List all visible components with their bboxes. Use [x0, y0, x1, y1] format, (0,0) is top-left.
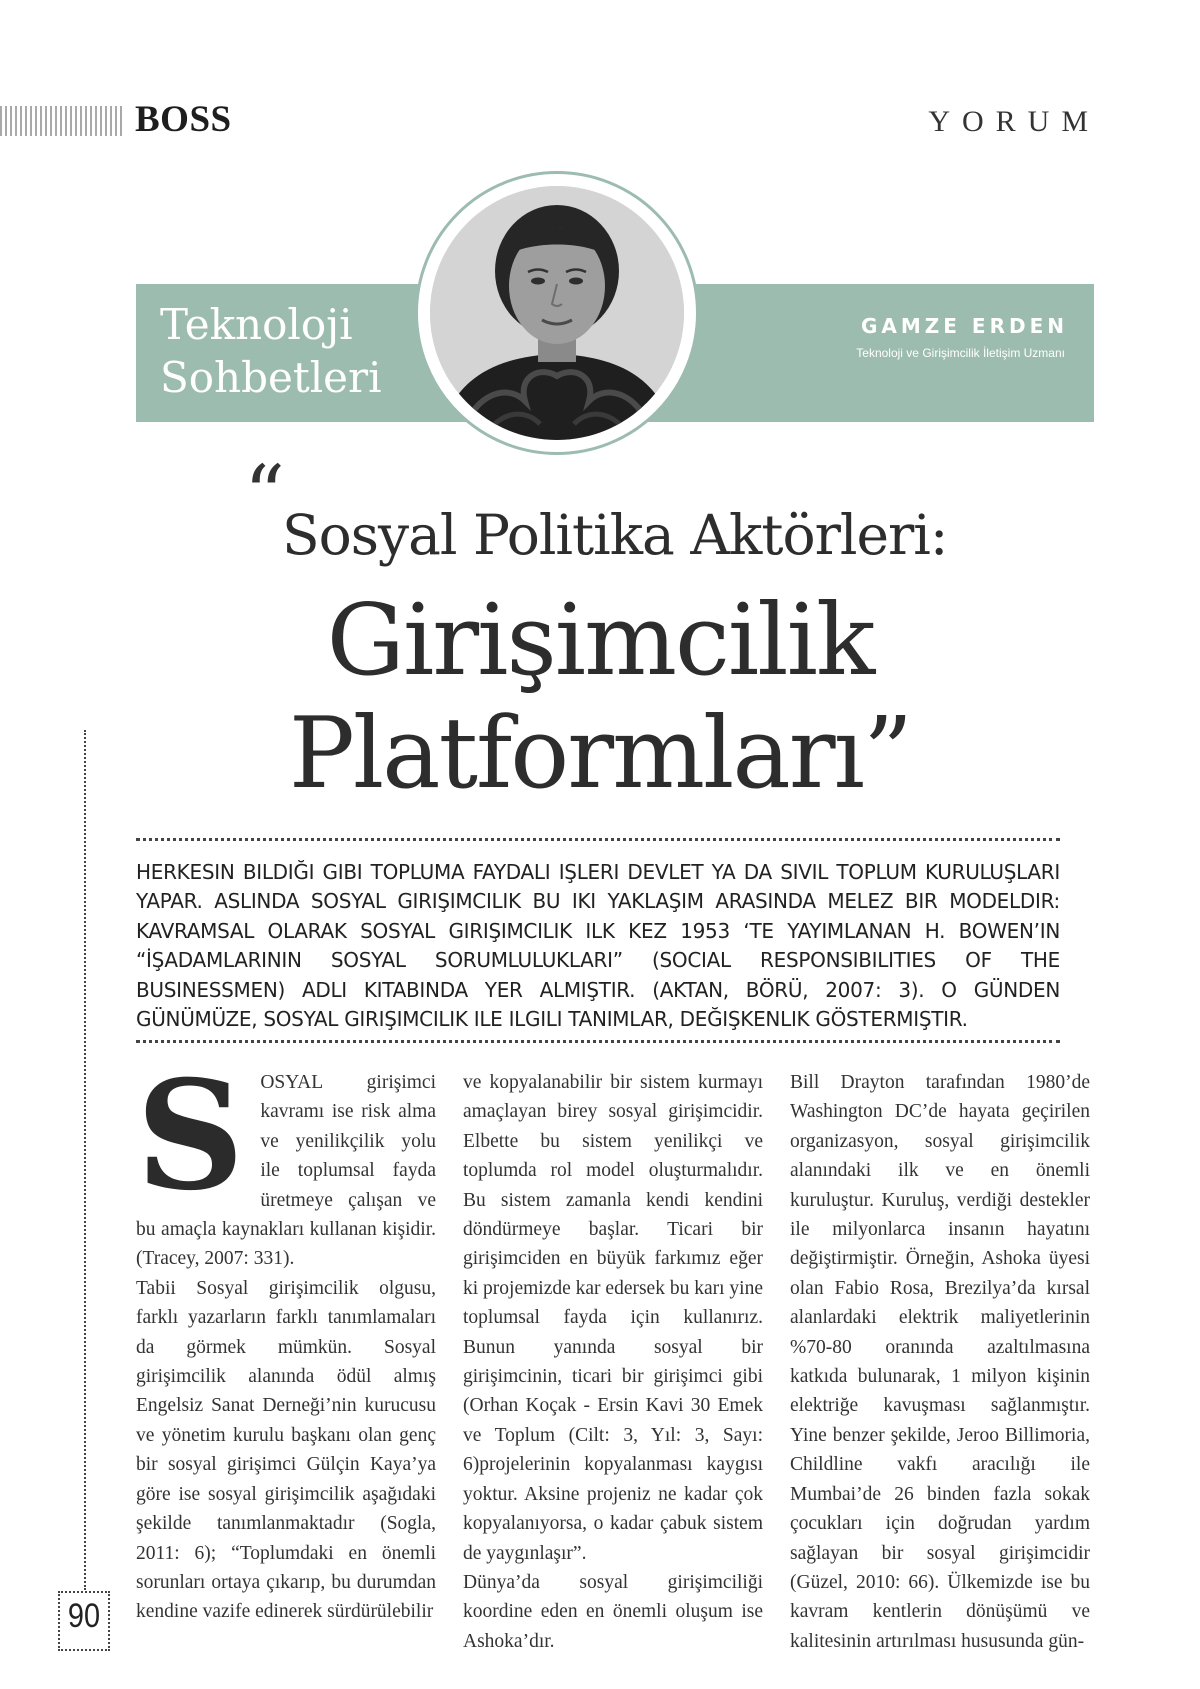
title-line1: Sosyal Politika Aktörleri: — [282, 503, 948, 567]
lead-bottom-rule — [136, 1040, 1060, 1043]
body-paragraph: Dünya’da sosyal girişimciliği koordine eden en önemli oluşum ise Ashoka’dır. — [463, 1571, 763, 1652]
body-paragraph: ve kopyalanabilir bir sistem kurmayı amaçlayan birey sosyal girişimcidir. Elbette bu sistem yenilikçi ve toplumda rol model oluşturmalıdır. Bu sistem zamanla kendi kendini döndürmeye başlar. Ticari bir girişimciden en büyük farkımız eğer ki projemizde kar edersek bu karı yine toplumsal fayda için kullanırız. Bunun yanında sosyal bir girişimcinin, ticari bir girişimci gibi (Orhan Koçak - Ersin Kavi 30 Emek ve Toplum (Cilt: 3, Yıl: 3, Sayı: 6)projelerinin kopyalanması kaygısı yoktur. Aksine projeniz ne kadar çok kopyalanıyorsa, o kadar çabuk sistem de yaygınlaşır”. — [463, 1072, 763, 1564]
title-line2: Girişimcilik — [326, 584, 874, 698]
side-dotted-line — [84, 730, 86, 1590]
body-paragraph: OSYAL girişimci kavramı ise risk alma ve yenilikçilik yolu ile toplumsal fayda üretmeye çalışan ve bu amaçla kaynakları kullanan kişidir. (Tracey, 2007: 331). — [136, 1072, 436, 1270]
author-portrait — [430, 186, 684, 440]
header-stripes — [0, 106, 122, 136]
body-paragraph: Bill Drayton tarafından 1980’de Washington DC’de hayata geçirilen organizasyon, sosyal girişimcilik alanındaki ilk ve en önemli kuruluştur. Kuruluş, verdiği destekler ile milyonlarca insanın hayatını değiştirmiştir. Örneğin, Ashoka üyesi olan Fabio Rosa, Brezilya’da kırsal alanlardaki elektrik maliyetlerinin %70-80 oranında azaltılmasına katkıda bulunarak, 1 milyon kişinin elektriğe kavuşması sağlanmıştır. Yine benzer şekilde, Jeroo Billimoria, Childline vakfı aracılığı ile Mumbai’de 26 binden fazla sokak çocukları için doğrudan yardım sağlayan bir sosyal girişimcidir (Güzel, 2010: 66). Ülkemizde ise bu kavram kentlerin dönüşümü ve kalitesinin artırılması hususunda gün- — [790, 1072, 1090, 1652]
author-name: GAMZE ERDEN — [861, 314, 1068, 338]
drop-cap: S — [136, 1048, 245, 1224]
lead-paragraph: HERKESIN BILDIĞI GIBI TOPLUMA FAYDALI IŞLERI DEVLET YA DA SIVIL TOPLUM KURULUŞLARI YAPAR. ASLINDA SOSYAL GIRIŞIMCILIK BU IKI YAKLAŞIM ARASINDA MELEZ BIR MODELDIR: KAVRAMSAL OLARAK SOSYAL GIRIŞIMCILIK ILK KEZ 1953 ‘TE YAYIMLANAN H. BOWEN’IN “İŞADAMLARININ SOSYAL SORUMLULUKLARI” (SOCIAL RESPONSIBILITIES OF THE BUSINESSMEN) ADLI KITABINDA YER ALMIŞTIR. (AKTAN, BÖRÜ, 2007: 3). O GÜNDEN GÜNÜMÜZE, SOSYAL GIRIŞIMCILIK ILE ILGILI TANIMLAR, DEĞIŞKENLIK GÖSTERMIŞTIR. — [136, 860, 1060, 1032]
title-line3: Platformları” — [288, 697, 912, 811]
body-column-1 — [136, 1048, 436, 1627]
author-portrait-image — [430, 186, 684, 440]
section-label: YORUM — [928, 105, 1100, 138]
body-paragraph: Tabii Sosyal girişimcilik olgusu, farklı yazarların farklı tanımlamaları da görmek mümkün. Sosyal girişimcilik alanında ödül almış Engelsiz Sanat Derneği’nin kurucusu ve yönetim kurulu başkanı olan genç bir sosyal girişimci Gülçin Kaya’ya göre ise sosyal girişimcilik aşağıdaki şekilde tanımlanmaktadır (Sogla, 2011: 6); “Toplumdaki en önemli sorunları ortaya çıkarıp, bu durumdan kendine vazife edinerek sürdürülebilir — [136, 1277, 436, 1623]
body-column-2 — [463, 1068, 763, 1656]
magazine-logo: BOSS — [135, 99, 232, 140]
column-name — [160, 298, 382, 404]
lead-top-rule — [136, 838, 1060, 841]
author-role: Teknoloji ve Girişimcilik İletişim Uzmanı — [856, 346, 1065, 360]
title-quote-mark: “ — [244, 448, 285, 541]
page-number: 90 — [67, 1597, 101, 1635]
body-column-3 — [790, 1068, 1090, 1656]
column-name-line2: Sohbetleri — [160, 353, 382, 402]
column-name-line1: Teknoloji — [160, 300, 353, 349]
